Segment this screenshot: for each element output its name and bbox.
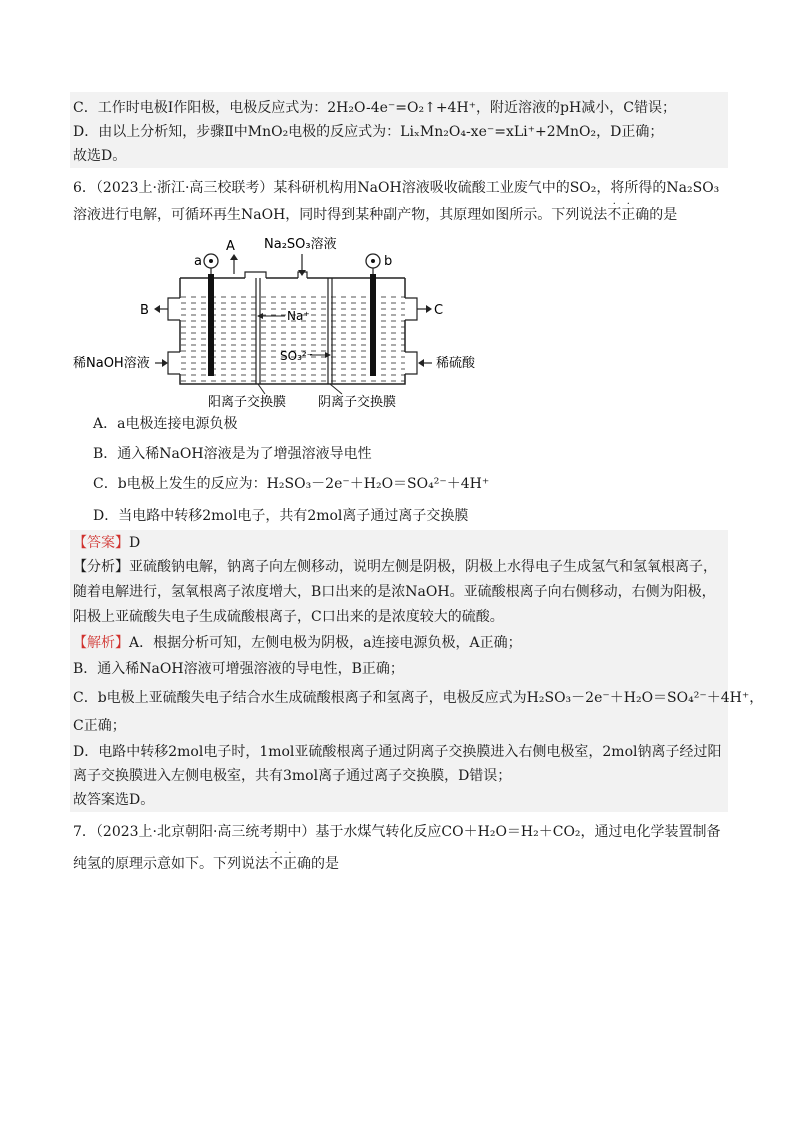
q6-explain-a: 【解析】A．根据分析可知，左侧电极为阴极，a连接电源负极，A正确； <box>73 635 522 651</box>
q6-option-c: C．b电极上发生的反应为：H₂SO₃－2e⁻＋H₂O＝SO₄²⁻＋4H⁺ <box>93 476 490 492</box>
q6-explain-c1: C．b电极上亚硫酸失电子结合水生成硫酸根离子和氢离子，电极反应式为H₂SO₃－2e⁻＋H₂O＝SO₄²⁻＋4H⁺， <box>73 690 764 706</box>
label-cation-membrane: 阳离子交换膜 <box>208 395 287 410</box>
q6-explain-d2: 离子交换膜进入左侧电极室，共有3mol离子通过离子交换膜，D错误； <box>73 768 512 784</box>
q6-answer: 【答案】D <box>73 535 141 551</box>
port-right-inlet <box>405 352 417 374</box>
port-C <box>405 298 417 320</box>
label-C: C <box>434 303 444 318</box>
label-anion-membrane: 阴离子交换膜 <box>318 395 397 410</box>
q6-analysis-line2: 随着电解进行，氢氧根离子浓度增大，B口出来的是浓NaOH。亚硫酸根离子向右侧移动，右侧为阳极， <box>73 584 716 600</box>
prev-conclusion: 故选D。 <box>73 148 127 164</box>
q6-stem-line2: 溶液进行电解，可循环再生NaOH，同时得到某种副产物，其原理如图所示。下列说法 · 不 · 正确的是 <box>73 199 678 223</box>
q7-stem-line2: 纯氢的原理示意如下。下列说法 · 不 · 正确的是 <box>73 848 339 872</box>
emphasis-dot-char: · 不 <box>269 848 283 872</box>
q6-conclusion: 故答案选D。 <box>73 792 155 808</box>
emphasis-dot-char: · 正 <box>621 199 636 223</box>
label-a: a <box>194 254 202 269</box>
emphasis-dot-char: · 正 <box>283 848 297 872</box>
emphasis-dot-char: · 不 <box>607 199 622 223</box>
electrode-b <box>370 274 376 376</box>
electrode-a <box>208 274 214 376</box>
q6-analysis-line1: 【分析】亚硫酸钠电解，钠离子向左侧移动，说明左侧是阴极，阴极上水得电子生成氢气和氢氧根离子， <box>73 559 717 575</box>
q6-explain-d1: D．电路中转移2mol电子时，1mol亚硫酸根离子通过阴离子交换膜进入右侧电极室，2mol钠离子经过阳 <box>73 744 722 760</box>
q6-analysis-line3: 阳极上亚硫酸失电子生成硫酸根离子，C口出来的是浓度较大的硫酸。 <box>73 609 504 625</box>
q6-explain-c2: C正确； <box>73 718 126 734</box>
label-dilute-h2so4: 稀硫酸 <box>436 356 476 371</box>
prev-option-c: C．工作时电极Ⅰ作阳极，电极反应式为：2H₂O-4e⁻=O₂↑+4H⁺，附近溶液的pH减小，C错误； <box>73 100 676 116</box>
label-dilute-naoh: 稀NaOH溶液 <box>73 356 150 371</box>
q6-explain-b: B．通入稀NaOH溶液可增强溶液的导电性，B正确； <box>73 661 404 677</box>
electrolysis-cell-diagram <box>60 234 480 414</box>
label-na-ion: Na⁺ <box>287 309 310 323</box>
q7-stem-line1: 7．（2023上·北京朝阳·高三统考期中）基于水煤气转化反应CO＋H₂O＝H₂＋CO₂，通过电化学装置制备 <box>73 824 721 840</box>
port-left-inlet <box>168 352 180 374</box>
label-b: b <box>384 254 393 269</box>
port-B <box>168 298 180 320</box>
q6-option-d: D．当电路中转移2mol电子，共有2mol离子通过离子交换膜 <box>93 508 469 524</box>
label-sulfite-ion: SO₃²⁻ <box>280 349 314 363</box>
prev-option-d: D．由以上分析知，步骤Ⅱ中MnO₂电极的反应式为：LiₓMn₂O₄-xe⁻=xLi⁺+2MnO₂，D正确； <box>73 124 664 140</box>
label-A: A <box>226 239 235 254</box>
q6-option-a: A．a电极连接电源负极 <box>93 416 238 432</box>
label-sulfite-inlet: Na₂SO₃溶液 <box>264 237 337 252</box>
label-B: B <box>140 303 149 318</box>
q6-stem-line1: 6．（2023上·浙江·高三校联考）某科研机构用NaOH溶液吸收硫酸工业废气中的SO₂，将所得的Na₂SO₃ <box>73 180 720 196</box>
q6-option-b: B．通入稀NaOH溶液是为了增强溶液导电性 <box>93 446 372 462</box>
